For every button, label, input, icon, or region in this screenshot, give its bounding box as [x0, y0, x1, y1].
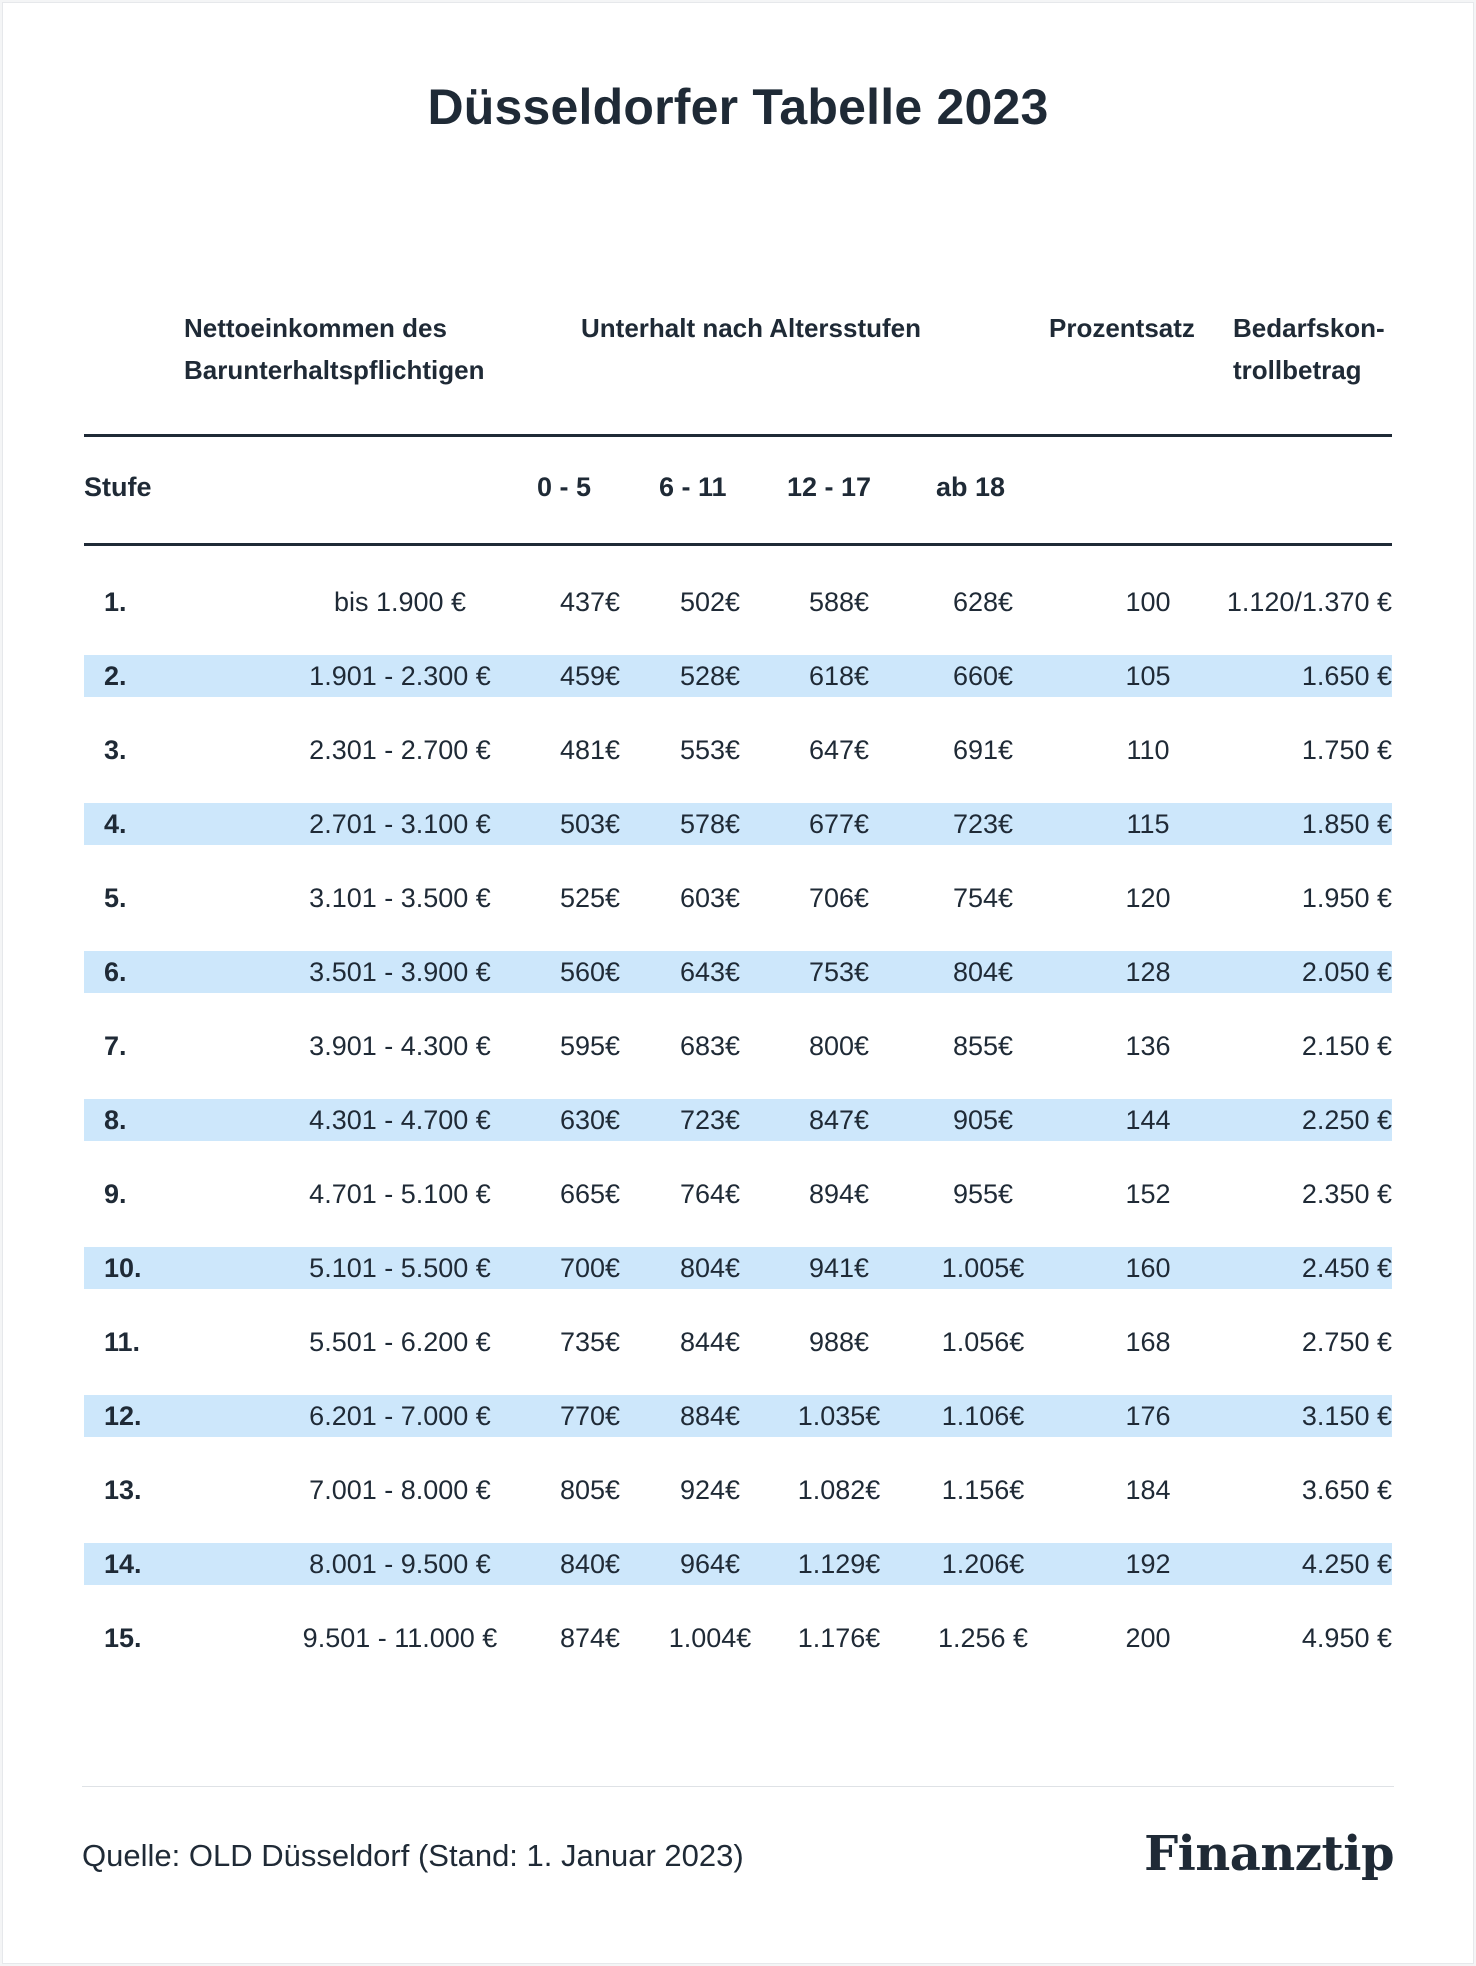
cell-bedarfskontrollbetrag: 2.450 €: [1301, 1253, 1392, 1283]
cell-prozentsatz: 100: [1125, 587, 1171, 617]
header-divider-bottom: [84, 543, 1392, 546]
cell-prozentsatz: 176: [1125, 1401, 1171, 1431]
cell-netto: 4.301 - 4.700 €: [309, 1105, 491, 1135]
header-bedarf: [1233, 307, 1385, 391]
cell-stufe: 4.: [104, 809, 127, 839]
cell-age-ab-18: 1.106€: [941, 1401, 1025, 1431]
cell-prozentsatz: 160: [1125, 1253, 1171, 1283]
cell-bedarfskontrollbetrag: 1.750 €: [1301, 735, 1392, 765]
cell-prozentsatz: 168: [1125, 1327, 1171, 1357]
footer-divider: [82, 1786, 1394, 1787]
cell-netto: 7.001 - 8.000 €: [309, 1475, 491, 1505]
cell-age-12-17: 618€: [808, 661, 870, 691]
table-row: [84, 1617, 1392, 1659]
cell-age-ab-18: 691€: [952, 735, 1014, 765]
subheader-age-ab-18: ab 18: [936, 472, 1006, 502]
cell-age-6-11: 578€: [679, 809, 741, 839]
header-prozentsatz-label: Prozentsatz: [1049, 313, 1195, 343]
header-prozentsatz: [1049, 307, 1195, 349]
cell-bedarfskontrollbetrag: 3.150 €: [1301, 1401, 1392, 1431]
cell-netto: 3.901 - 4.300 €: [309, 1031, 491, 1061]
cell-age-ab-18: 1.256 €: [937, 1623, 1029, 1653]
cell-age-6-11: 1.004€: [668, 1623, 752, 1653]
cell-stufe: 15.: [104, 1623, 142, 1653]
cell-age-ab-18: 855€: [952, 1031, 1014, 1061]
cell-bedarfskontrollbetrag: 2.250 €: [1301, 1105, 1392, 1135]
cell-stufe: 1.: [104, 587, 127, 617]
cell-age-6-11: 528€: [679, 661, 741, 691]
cell-age-ab-18: 754€: [952, 883, 1014, 913]
header-unterhalt: [581, 307, 921, 349]
cell-age-6-11: 553€: [679, 735, 741, 765]
cell-stufe: 5.: [104, 883, 127, 913]
cell-age-12-17: 1.129€: [797, 1549, 881, 1579]
cell-age-ab-18: 955€: [952, 1179, 1014, 1209]
cell-age-0-5: 437€: [559, 587, 621, 617]
cell-stufe: 8.: [104, 1105, 127, 1135]
cell-age-ab-18: 723€: [952, 809, 1014, 839]
cell-age-12-17: 1.035€: [797, 1401, 881, 1431]
table-row: [84, 1099, 1392, 1141]
cell-bedarfskontrollbetrag: 4.250 €: [1301, 1549, 1392, 1579]
cell-stufe: 6.: [104, 957, 127, 987]
cell-netto: 6.201 - 7.000 €: [309, 1401, 491, 1431]
cell-netto: 5.101 - 5.500 €: [309, 1253, 491, 1283]
cell-stufe: 3.: [104, 735, 127, 765]
table-row: [84, 581, 1392, 623]
cell-age-6-11: 643€: [679, 957, 741, 987]
cell-netto: 2.701 - 3.100 €: [309, 809, 491, 839]
cell-age-6-11: 502€: [679, 587, 741, 617]
cell-age-ab-18: 905€: [952, 1105, 1014, 1135]
table-row: [84, 1395, 1392, 1437]
cell-age-0-5: 560€: [559, 957, 621, 987]
finanztip-logo: Finanztip: [1144, 1826, 1394, 1882]
cell-age-12-17: 647€: [808, 735, 870, 765]
cell-age-ab-18: 1.206€: [941, 1549, 1025, 1579]
header-netto-line2: Barunterhaltspflichtigen: [184, 355, 485, 385]
table-row: [84, 951, 1392, 993]
cell-age-6-11: 603€: [679, 883, 741, 913]
cell-prozentsatz: 136: [1125, 1031, 1171, 1061]
cell-bedarfskontrollbetrag: 2.350 €: [1301, 1179, 1392, 1209]
cell-age-ab-18: 628€: [952, 587, 1014, 617]
cell-bedarfskontrollbetrag: 3.650 €: [1301, 1475, 1392, 1505]
cell-age-0-5: 770€: [559, 1401, 621, 1431]
cell-prozentsatz: 120: [1125, 883, 1171, 913]
cell-bedarfskontrollbetrag: 4.950 €: [1301, 1623, 1392, 1653]
cell-stufe: 11.: [104, 1327, 141, 1357]
cell-age-0-5: 481€: [559, 735, 621, 765]
cell-bedarfskontrollbetrag: 2.750 €: [1301, 1327, 1392, 1357]
cell-stufe: 9.: [104, 1179, 127, 1209]
cell-netto: 2.301 - 2.700 €: [309, 735, 491, 765]
cell-age-0-5: 735€: [559, 1327, 621, 1357]
table-row: [84, 1469, 1392, 1511]
source-note: Quelle: OLD Düsseldorf (Stand: 1. Januar 2023): [82, 1838, 744, 1873]
cell-prozentsatz: 110: [1126, 735, 1170, 765]
cell-age-0-5: 503€: [559, 809, 621, 839]
cell-age-0-5: 595€: [559, 1031, 621, 1061]
header-unterhalt-label: Unterhalt nach Altersstufen: [581, 313, 921, 343]
cell-age-12-17: 1.082€: [797, 1475, 881, 1505]
table-row: [84, 729, 1392, 771]
table-row: [84, 1025, 1392, 1067]
cell-age-6-11: 924€: [679, 1475, 741, 1505]
cell-age-12-17: 800€: [808, 1031, 870, 1061]
table-row: [84, 1321, 1392, 1363]
cell-age-12-17: 588€: [808, 587, 870, 617]
cell-age-ab-18: 1.005€: [941, 1253, 1025, 1283]
cell-netto: 1.901 - 2.300 €: [309, 661, 491, 691]
cell-age-ab-18: 1.056€: [941, 1327, 1025, 1357]
cell-bedarfskontrollbetrag: 2.150 €: [1301, 1031, 1392, 1061]
cell-bedarfskontrollbetrag: 1.650 €: [1301, 661, 1392, 691]
cell-age-6-11: 804€: [679, 1253, 741, 1283]
cell-age-0-5: 665€: [559, 1179, 621, 1209]
table-row: [84, 877, 1392, 919]
cell-age-12-17: 847€: [808, 1105, 870, 1135]
cell-age-12-17: 677€: [808, 809, 870, 839]
cell-age-0-5: 874€: [559, 1623, 621, 1653]
cell-prozentsatz: 115: [1126, 809, 1170, 839]
cell-age-6-11: 884€: [679, 1401, 741, 1431]
cell-prozentsatz: 152: [1125, 1179, 1171, 1209]
table-row: [84, 655, 1392, 697]
cell-age-6-11: 683€: [679, 1031, 741, 1061]
cell-age-6-11: 723€: [679, 1105, 741, 1135]
cell-bedarfskontrollbetrag: 2.050 €: [1301, 957, 1392, 987]
subheader-stufe: Stufe: [84, 472, 152, 502]
cell-age-0-5: 700€: [559, 1253, 621, 1283]
cell-age-12-17: 988€: [808, 1327, 870, 1357]
cell-prozentsatz: 200: [1125, 1623, 1171, 1653]
cell-bedarfskontrollbetrag: 1.950 €: [1301, 883, 1392, 913]
cell-netto: 3.101 - 3.500 €: [309, 883, 491, 913]
cell-stufe: 14.: [104, 1549, 142, 1579]
cell-bedarfskontrollbetrag: 1.120/1.370 €: [1226, 587, 1392, 617]
cell-stufe: 10.: [104, 1253, 142, 1283]
cell-age-0-5: 805€: [559, 1475, 621, 1505]
cell-prozentsatz: 144: [1125, 1105, 1171, 1135]
table-row: [84, 803, 1392, 845]
header-bedarf-line2: trollbetrag: [1233, 355, 1362, 385]
cell-age-12-17: 894€: [808, 1179, 870, 1209]
cell-netto: 8.001 - 9.500 €: [309, 1549, 491, 1579]
subheader-age-12-17: 12 - 17: [787, 472, 872, 502]
cell-age-0-5: 525€: [559, 883, 621, 913]
cell-age-12-17: 706€: [808, 883, 870, 913]
subheader-age-0-5: 0 - 5: [537, 472, 592, 502]
cell-age-12-17: 753€: [808, 957, 870, 987]
cell-age-6-11: 764€: [679, 1179, 741, 1209]
cell-bedarfskontrollbetrag: 1.850 €: [1301, 809, 1392, 839]
cell-age-0-5: 630€: [559, 1105, 621, 1135]
subheader-age-6-11: 6 - 11: [659, 472, 727, 502]
table-row: [84, 1247, 1392, 1289]
cell-netto: 5.501 - 6.200 €: [309, 1327, 491, 1357]
header-bedarf-line1: Bedarfskon-: [1233, 313, 1385, 343]
cell-stufe: 7.: [104, 1031, 127, 1061]
table-row: [84, 1173, 1392, 1215]
cell-prozentsatz: 128: [1125, 957, 1171, 987]
table-row: [84, 1543, 1392, 1585]
cell-stufe: 2.: [104, 661, 127, 691]
cell-prozentsatz: 184: [1125, 1475, 1171, 1505]
header-netto: [184, 307, 484, 391]
cell-netto: 9.501 - 11.000 €: [302, 1623, 498, 1653]
cell-netto: 4.701 - 5.100 €: [309, 1179, 491, 1209]
cell-netto: bis 1.900 €: [333, 587, 467, 617]
cell-stufe: 12.: [104, 1401, 142, 1431]
cell-age-6-11: 844€: [679, 1327, 741, 1357]
cell-netto: 3.501 - 3.900 €: [309, 957, 491, 987]
cell-age-ab-18: 660€: [952, 661, 1014, 691]
cell-age-0-5: 840€: [559, 1549, 621, 1579]
cell-age-ab-18: 804€: [952, 957, 1014, 987]
cell-age-12-17: 941€: [808, 1253, 870, 1283]
cell-prozentsatz: 105: [1125, 661, 1171, 691]
cell-age-0-5: 459€: [559, 661, 621, 691]
cell-age-6-11: 964€: [679, 1549, 741, 1579]
cell-age-ab-18: 1.156€: [941, 1475, 1025, 1505]
cell-age-12-17: 1.176€: [797, 1623, 881, 1653]
cell-stufe: 13.: [104, 1475, 142, 1505]
header-netto-line1: Nettoeinkommen des: [184, 313, 447, 343]
header-divider-top: [84, 434, 1392, 437]
page-title: Düsseldorfer Tabelle 2023: [427, 79, 1049, 135]
cell-prozentsatz: 192: [1125, 1549, 1171, 1579]
